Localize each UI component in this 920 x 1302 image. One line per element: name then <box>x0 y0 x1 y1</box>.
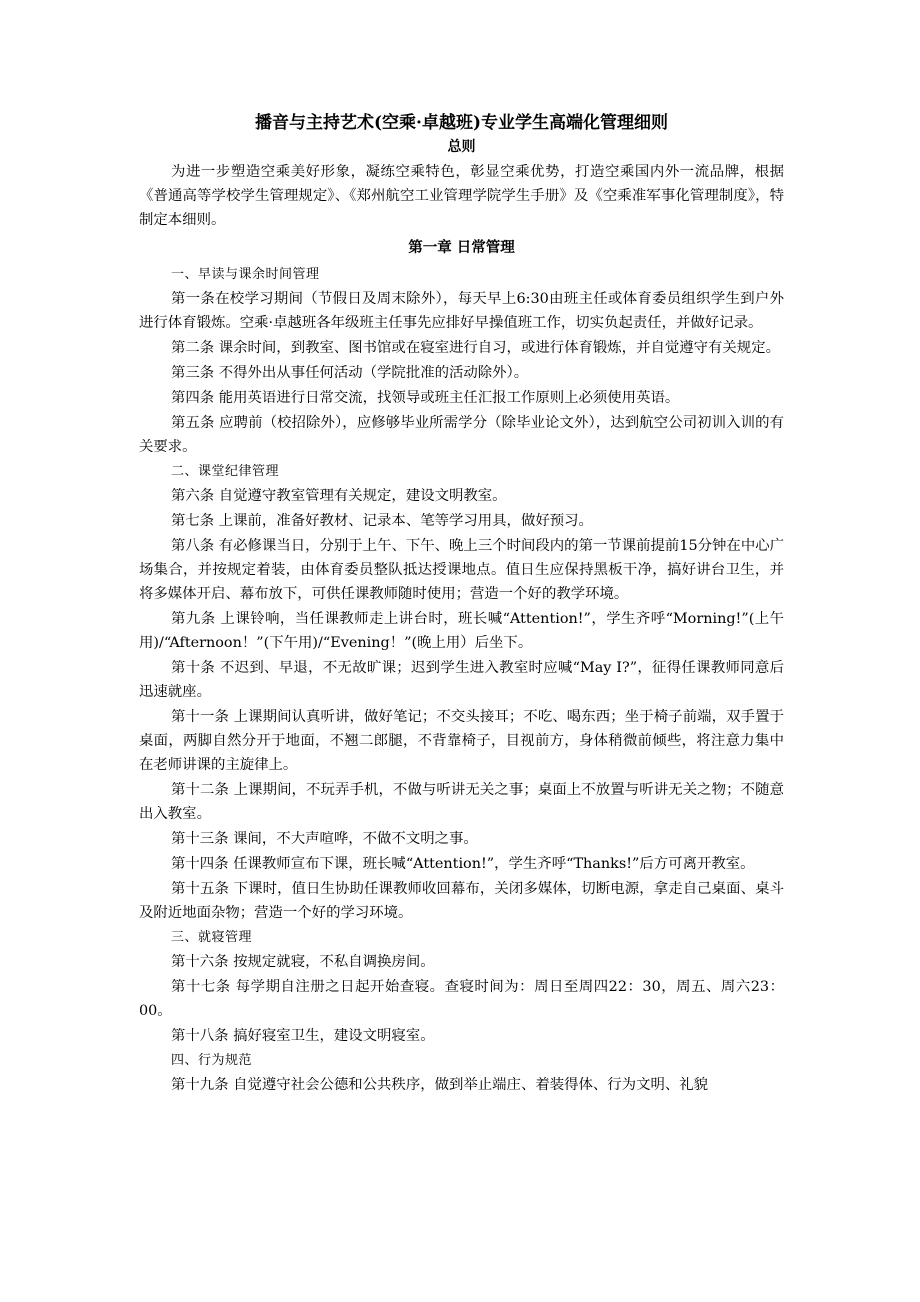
article-15: 第十五条 下课时，值日生协助任课教师收回幕布，关闭多媒体，切断电源，拿走自己桌面、桌斗及附近地面杂物；营造一个好的学习环境。 <box>139 881 784 921</box>
article-10: 第十条 不迟到、早退，不无故旷课；迟到学生进入教室时应喊“May I?”，征得任课教师同意后迅速就座。 <box>139 660 784 700</box>
section-heading-2: 二、课堂纪律管理 <box>171 464 280 479</box>
article-2: 第二条 课余时间，到教室、图书馆或在寝室进行自习，或进行体育锻炼，并自觉遵守有关规定。 <box>171 340 780 356</box>
article-5: 第五条 应聘前（校招除外），应修够毕业所需学分（除毕业论文外），达到航空公司初训入训的有关要求。 <box>139 415 784 455</box>
article-12: 第十二条 上课期间，不玩弄手机，不做与听讲无关之事；桌面上不放置与听讲无关之物；不随意出入教室。 <box>139 782 784 822</box>
section-heading-1: 一、早读与课余时间管理 <box>171 267 320 282</box>
article-4: 第四条 能用英语进行日常交流，找领导或班主任汇报工作原则上必须使用英语。 <box>171 390 680 406</box>
article-6: 第六条 自觉遵守教室管理有关规定，建设文明教室。 <box>171 488 507 504</box>
article-8: 第八条 有必修课当日，分别于上午、下午、晚上三个时间段内的第一节课前提前15分钟在中心广场集合，并按规定着装，由体育委员整队抵达授课地点。值日生应保持黑板干净，搞好讲台卫生，并将多媒体开启、幕布放下，可供任课教师随时使用；营造一个好的教学环境。 <box>139 538 784 602</box>
chapter-heading: 第一章 日常管理 <box>408 239 515 256</box>
section-heading-4: 四、行为规范 <box>171 1053 253 1068</box>
article-19: 第十九条 自觉遵守社会公德和公共秩序，做到举止端庄、着装得体、行为文明、礼貌 <box>171 1077 709 1093</box>
article-9: 第九条 上课铃响，当任课教师走上讲台时，班长喊“Attention!”，学生齐呼“Morning!”(上午用)/“Afternoon！”(下午用)/“Evening！”(晚上用）后坐下。 <box>139 611 784 651</box>
document-body <box>139 110 784 1098</box>
article-3: 第三条 不得外出从事任何活动（学院批准的活动除外）。 <box>171 365 529 381</box>
article-16: 第十六条 按规定就寝，不私自调换房间。 <box>171 954 435 970</box>
article-14: 第十四条 任课教师宣布下课，班长喊“Attention!”，学生齐呼“Thanks!”后方可离开教室。 <box>171 856 755 872</box>
article-1: 第一条在校学习期间（节假日及周末除外），每天早上6:30由班主任或体育委员组织学生到户外进行体育锻炼。空乘·卓越班各年级班主任事先应排好早操值班工作，切实负起责任，并做好记录。 <box>139 291 784 331</box>
article-17: 第十七条 每学期自注册之日起开始查寝。查寝时间为：周日至周四22：30，周五、周六23：00。 <box>139 979 784 1019</box>
intro-paragraph: 为进一步塑造空乘美好形象，凝练空乘特色，彰显空乘优势，打造空乘国内外一流品牌，根据《普通高等学校学生管理规定》、《郑州航空工业管理学院学生手册》及《空乘准军事化管理制度》，特制定本细则。 <box>139 164 784 228</box>
general-provisions-heading: 总则 <box>447 139 476 155</box>
article-18: 第十八条 搞好寝室卫生，建设文明寝室。 <box>171 1028 435 1044</box>
article-7: 第七条 上课前，准备好教材、记录本、笔等学习用具，做好预习。 <box>171 513 593 529</box>
article-13: 第十三条 课间，不大声喧哗，不做不文明之事。 <box>171 831 478 847</box>
document-title: 播音与主持艺术(空乘·卓越班)专业学生高端化管理细则 <box>254 113 668 133</box>
section-heading-3: 三、就寝管理 <box>171 930 253 945</box>
article-11: 第十一条 上课期间认真听讲，做好笔记；不交头接耳；不吃、喝东西；坐于椅子前端，双手置于桌面，两脚自然分开于地面，不翘二郎腿，不背靠椅子，目视前方，身体稍微前倾些，将注意力集中在老师讲课的主旋律上。 <box>139 709 784 773</box>
